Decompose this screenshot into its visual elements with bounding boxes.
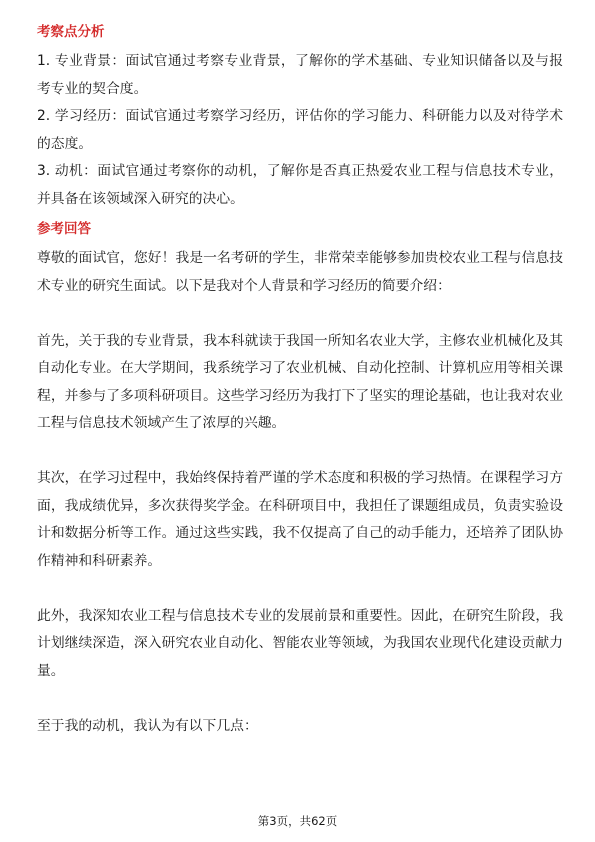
- answer-paragraph-1: 尊敬的面试官，您好！我是一名考研的学生，非常荣幸能够参加贵校农业工程与信息技术专业的研究生面试。以下是我对个人背景和学习经历的简要介绍：: [37, 250, 563, 294]
- page-number: 第3页，共62页: [257, 814, 338, 828]
- answer-paragraph-2: 首先，关于我的专业背景，我本科就读于我国一所知名农业大学，主修农业机械化及其自动化专业。在大学期间，我系统学习了农业机械、自动化控制、计算机应用等相关课程，并参与了多项科研项目。这些学习经历为我打下了坚实的理论基础，也让我对农业工程与信息技术领域产生了浓厚的兴趣。: [37, 332, 563, 431]
- answer-paragraph-5: 至于我的动机，我认为有以下几点：: [37, 717, 258, 734]
- analysis-heading: 考察点分析: [37, 24, 105, 40]
- page-content: [37, 22, 563, 740]
- answer-heading: 参考回答: [37, 221, 91, 237]
- analysis-item-3: 3. 动机：面试官通过考察你的动机，了解你是否真正热爱农业工程与信息技术专业，并具备在该领域深入研究的决心。: [37, 163, 563, 207]
- analysis-item-2: 2. 学习经历：面试官通过考察学习经历，评估你的学习能力、科研能力以及对待学术的态度。: [37, 108, 563, 152]
- answer-paragraph-4: 此外，我深知农业工程与信息技术专业的发展前景和重要性。因此，在研究生阶段，我计划继续深造，深入研究农业自动化、智能农业等领域，为我国农业现代化建设贡献力量。: [37, 607, 563, 679]
- answer-paragraph-3: 其次，在学习过程中，我始终保持着严谨的学术态度和积极的学习热情。在课程学习方面，我成绩优异，多次获得奖学金。在科研项目中，我担任了课题组成员，负责实验设计和数据分析等工作。通过这些实践，我不仅提高了自己的动手能力，还培养了团队协作精神和科研素养。: [37, 470, 563, 569]
- analysis-item-1: 1. 专业背景：面试官通过考察专业背景，了解你的学术基础、专业知识储备以及与报考专业的契合度。: [37, 53, 563, 97]
